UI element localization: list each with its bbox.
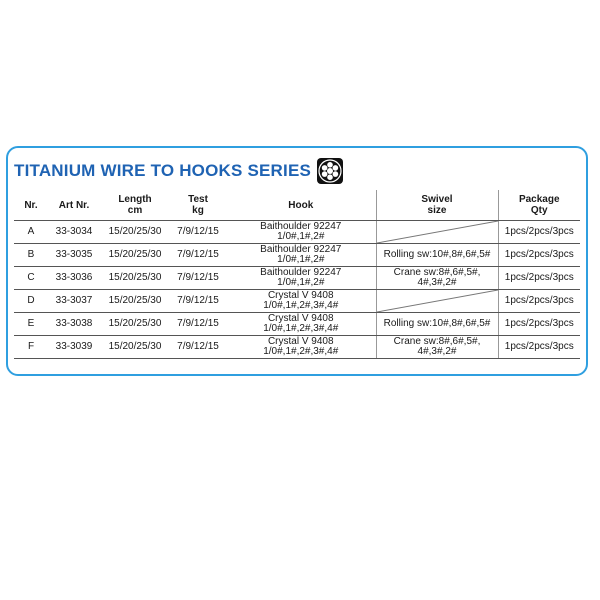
header-art-nr: Art Nr. — [48, 190, 100, 221]
cell-swivel: Crane sw:8#,6#,5#, 4#,3#,2# — [376, 267, 498, 290]
table-row — [14, 244, 580, 267]
cell-art-nr: 33-3037 — [48, 290, 100, 313]
table-row — [14, 336, 580, 359]
cell-hook: Crystal V 9408 1/0#,1#,2#,3#,4# — [226, 290, 376, 313]
cell-hook: Baithoulder 92247 1/0#,1#,2# — [226, 221, 376, 244]
spec-table — [14, 190, 580, 359]
header-row — [14, 190, 580, 221]
cell-package: 1pcs/2pcs/3pcs — [498, 267, 580, 290]
cell-art-nr: 33-3035 — [48, 244, 100, 267]
cell-nr: B — [14, 244, 48, 267]
cell-art-nr: 33-3039 — [48, 336, 100, 359]
spec-card — [6, 146, 588, 376]
cell-length: 15/20/25/30 — [100, 221, 170, 244]
cell-hook: Crystal V 9408 1/0#,1#,2#,3#,4# — [226, 313, 376, 336]
cell-nr: E — [14, 313, 48, 336]
header-nr: Nr. — [14, 190, 48, 221]
cell-package: 1pcs/2pcs/3pcs — [498, 244, 580, 267]
cell-length: 15/20/25/30 — [100, 290, 170, 313]
cell-swivel-empty — [376, 221, 498, 244]
cell-nr: A — [14, 221, 48, 244]
diagonal-strike-icon — [377, 221, 498, 243]
cell-package: 1pcs/2pcs/3pcs — [498, 221, 580, 244]
cell-hook: Baithoulder 92247 1/0#,1#,2# — [226, 244, 376, 267]
cell-nr: D — [14, 290, 48, 313]
cell-nr: F — [14, 336, 48, 359]
header-length: Length cm — [100, 190, 170, 221]
cell-test: 7/9/12/15 — [170, 267, 226, 290]
cell-hook: Crystal V 9408 1/0#,1#,2#,3#,4# — [226, 336, 376, 359]
cell-test: 7/9/12/15 — [170, 290, 226, 313]
cell-package: 1pcs/2pcs/3pcs — [498, 336, 580, 359]
table-row — [14, 221, 580, 244]
cell-swivel: Rolling sw:10#,8#,6#,5# — [376, 313, 498, 336]
cell-test: 7/9/12/15 — [170, 313, 226, 336]
cell-art-nr: 33-3038 — [48, 313, 100, 336]
cell-art-nr: 33-3034 — [48, 221, 100, 244]
table-row — [14, 290, 580, 313]
cell-swivel: Rolling sw:10#,8#,6#,5# — [376, 244, 498, 267]
diagonal-strike-icon — [377, 290, 498, 312]
table-row — [14, 313, 580, 336]
cell-length: 15/20/25/30 — [100, 336, 170, 359]
cell-length: 15/20/25/30 — [100, 313, 170, 336]
series-title: TITANIUM WIRE TO HOOKS SERIES — [14, 161, 312, 180]
header-test: Test kg — [170, 190, 226, 221]
cell-length: 15/20/25/30 — [100, 267, 170, 290]
title-row — [14, 158, 343, 184]
wire-strand-cross-section-icon — [317, 158, 343, 184]
header-hook: Hook — [226, 190, 376, 221]
cell-package: 1pcs/2pcs/3pcs — [498, 290, 580, 313]
table-row — [14, 267, 580, 290]
cell-swivel-empty — [376, 290, 498, 313]
cell-package: 1pcs/2pcs/3pcs — [498, 313, 580, 336]
cell-test: 7/9/12/15 — [170, 244, 226, 267]
cell-nr: C — [14, 267, 48, 290]
cell-length: 15/20/25/30 — [100, 244, 170, 267]
header-package: Package Qty — [498, 190, 580, 221]
cell-swivel: Crane sw:8#,6#,5#, 4#,3#,2# — [376, 336, 498, 359]
cell-test: 7/9/12/15 — [170, 221, 226, 244]
header-swivel: Swivel size — [376, 190, 498, 221]
cell-hook: Baithoulder 92247 1/0#,1#,2# — [226, 267, 376, 290]
cell-test: 7/9/12/15 — [170, 336, 226, 359]
cell-art-nr: 33-3036 — [48, 267, 100, 290]
